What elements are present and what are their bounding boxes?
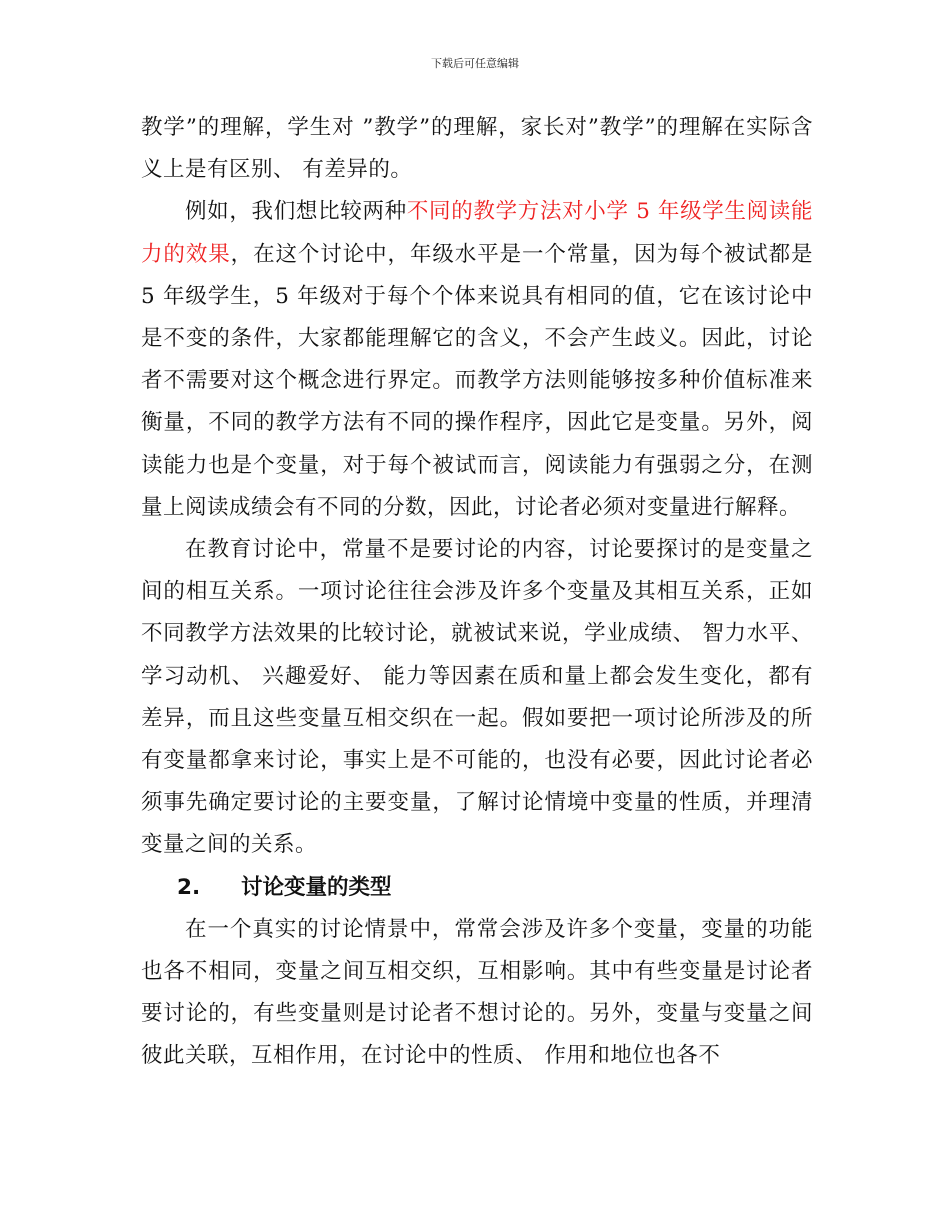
paragraph-2-intro: 例如，我们想比较两种	[185, 199, 407, 225]
paragraph-2	[141, 191, 813, 529]
paragraph-2-body: ，在这个讨论中，年级水平是一个常量，因为每个被试都是 5 年级学生，5 年级对于每个个体来说具有相同的值，它在该讨论中是不变的条件，大家都能理解它的含义，不会产生歧义。因此，讨论者不需要对这个概念进行界定。而教学方法则能够按多种价值标准来衡量，不同的教学方法有不同的操作程序，因此它是变量。另外，阅读能力也是个变量，对于每个被试而言，阅读能力有强弱之分，在测量上阅读成绩会有不同的分数，因此，讨论者必须对变量进行解释。	[141, 241, 813, 520]
paragraph-4: 在一个真实的讨论情景中，常常会涉及许多个变量，变量的功能也各不相同，变量之间互相交织，互相影响。其中有些变量是讨论者要讨论的，有些变量则是讨论者不想讨论的。另外，变量与变量之间彼此关联，互相作用，在讨论中的性质、 作用和地位也各不	[141, 916, 813, 1069]
document-body	[141, 107, 813, 1078]
section-number: 2.	[177, 874, 201, 900]
section-heading	[141, 867, 813, 909]
page-header: 下载后可任意编辑	[431, 57, 519, 70]
paragraph-3: 在教育讨论中，常量不是要讨论的内容，讨论要探讨的是变量之间的相互关系。一项讨论往往会涉及许多个变量及其相互关系，正如不同教学方法效果的比较讨论，就被试来说，学业成绩、 智力水平、 学习动机、 兴趣爱好、 能力等因素在质和量上都会发生变化，都有差异，而且这些变量互相交织在一起。假如要把一项讨论所涉及的所有变量都拿来讨论，事实上是不可能的，也没有必要，因此讨论者必须事先确定要讨论的主要变量，了解讨论情境中变量的性质，并理清变量之间的关系。	[141, 537, 813, 858]
highlighted-research-topic: 不同的教学方法对小学 5 年级学生阅读能力的效果	[141, 199, 813, 267]
section-title: 讨论变量的类型	[241, 874, 392, 900]
paragraph-1: 教学”的理解，学生对 ”教学”的理解，家长对”教学”的理解在实际含义上是有区别、 有差异的。	[141, 115, 813, 183]
